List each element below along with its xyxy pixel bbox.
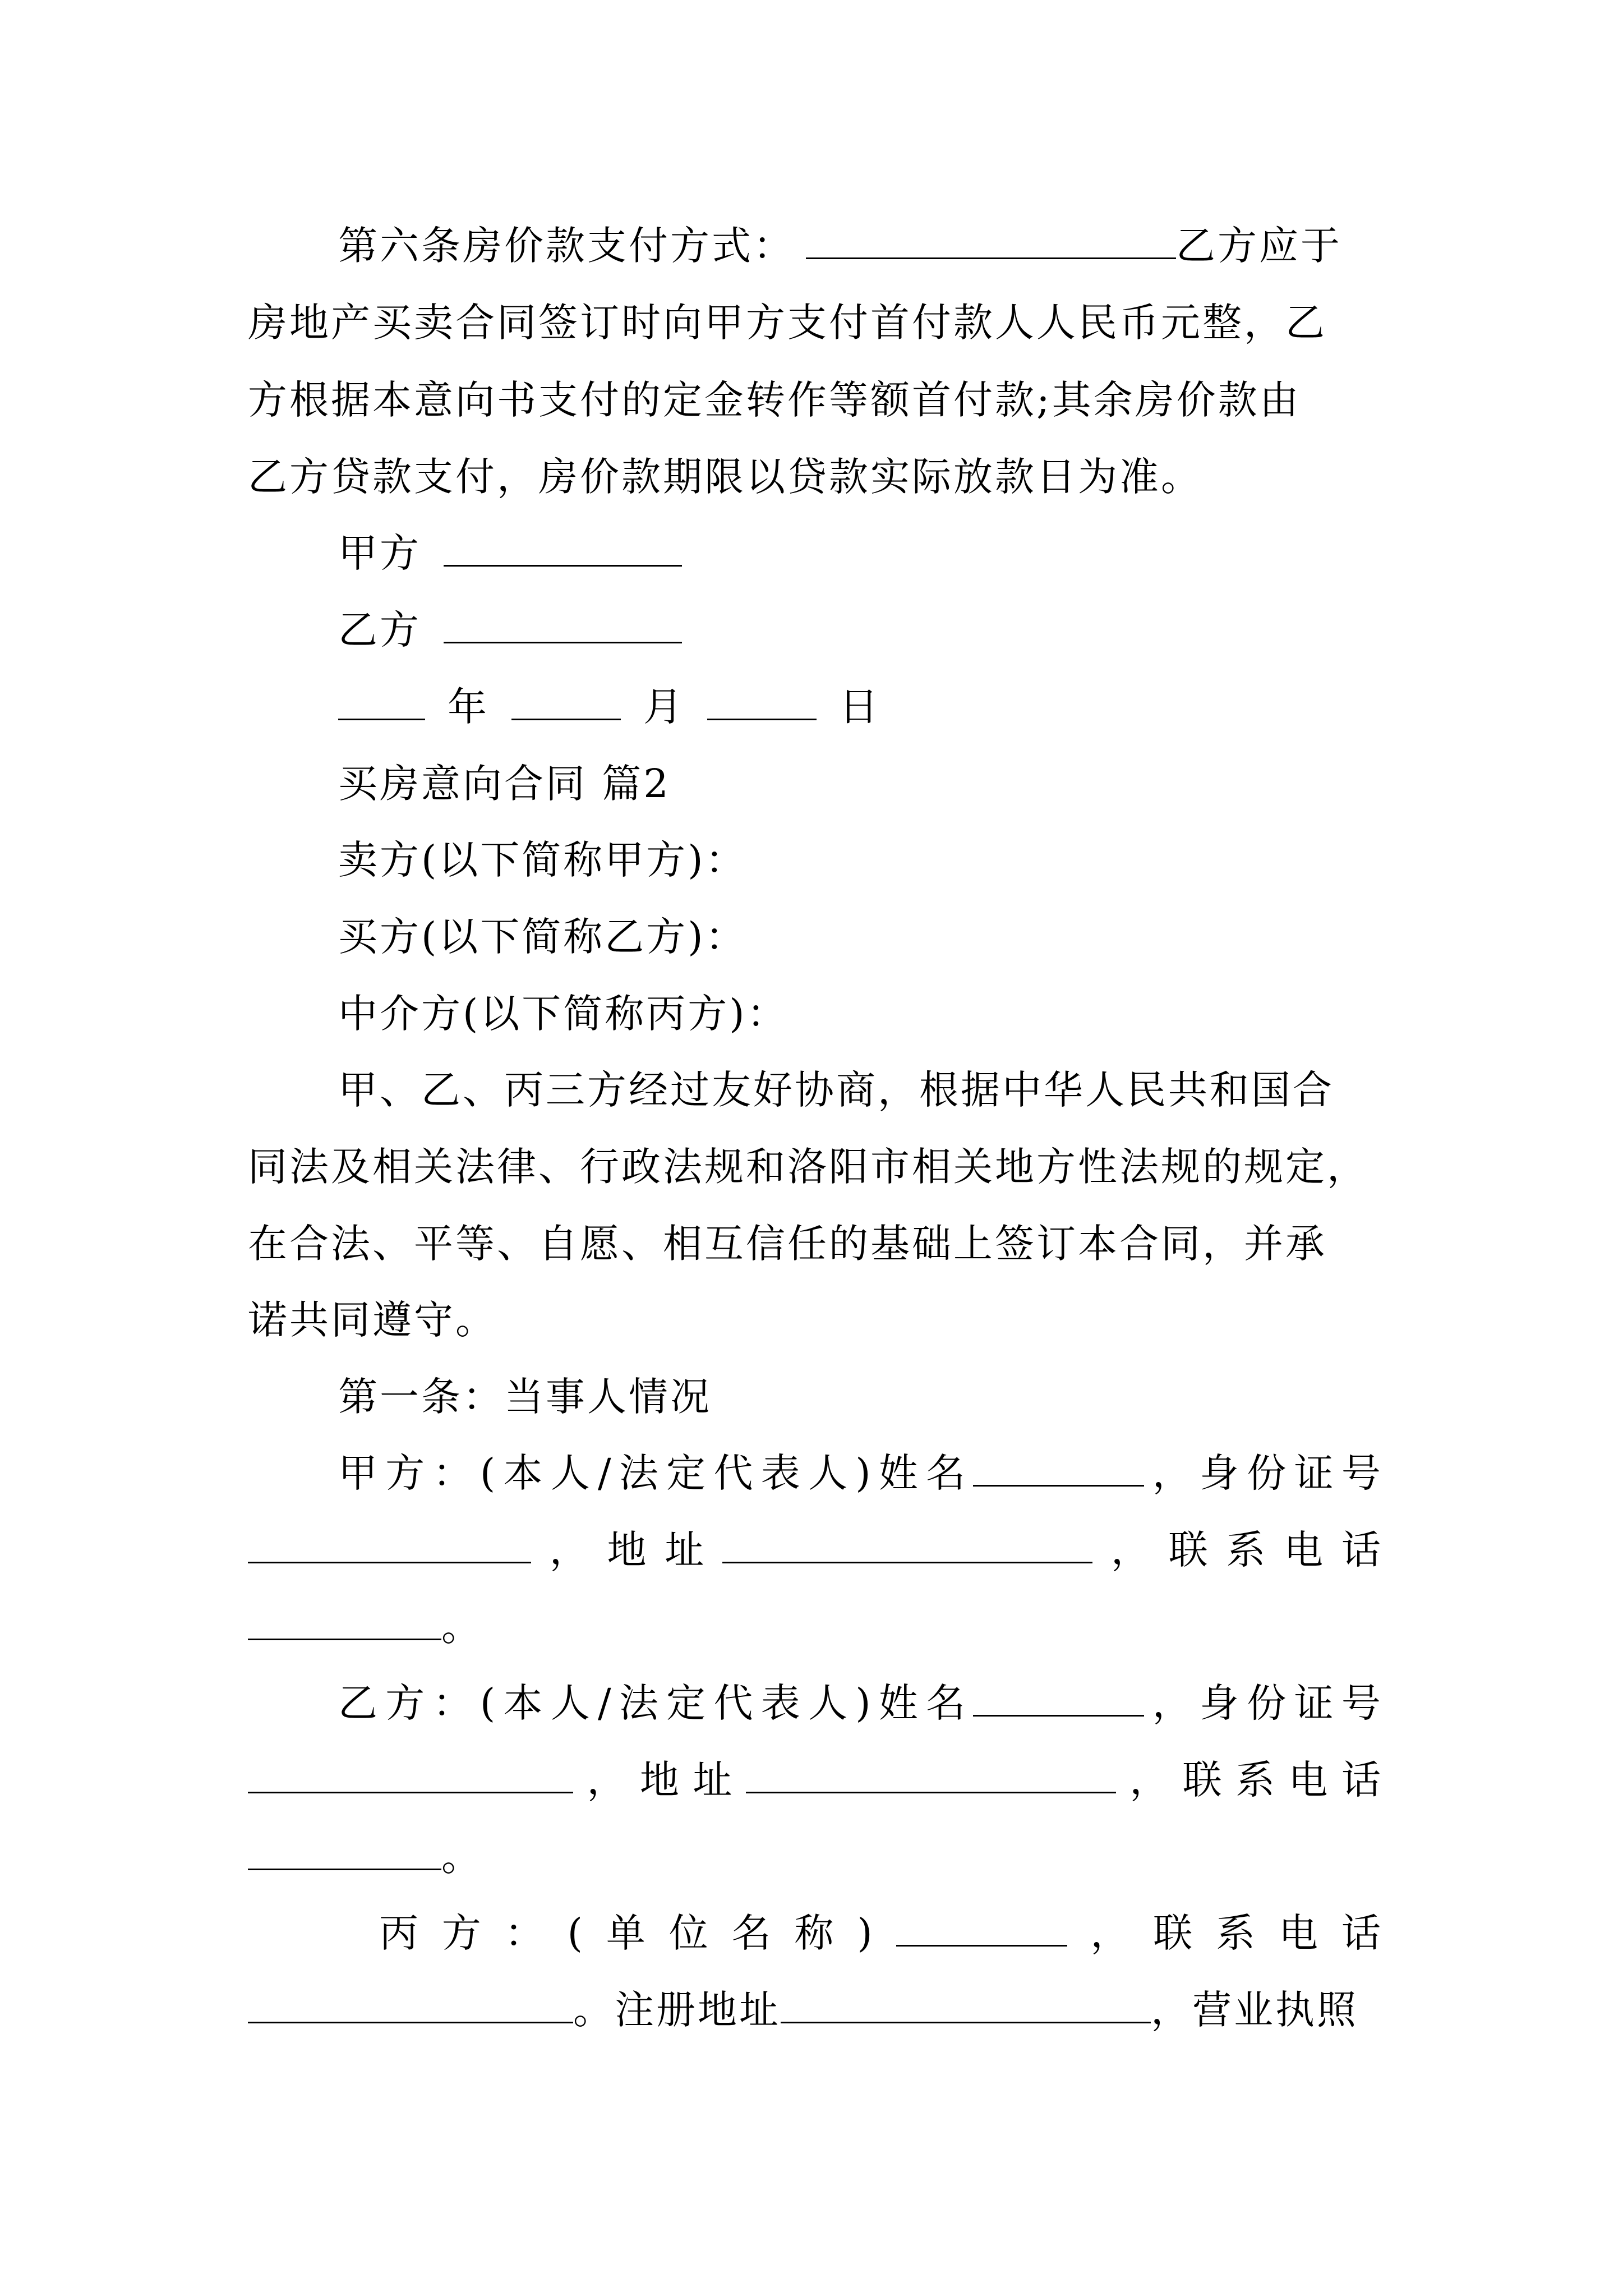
party-a-info-line1 [338,1442,1381,1504]
party-b-c10: 代 [713,1680,753,1726]
party-a-info-line2 [248,1519,1381,1581]
sign-date [338,676,1381,738]
party-b-name-blank [973,1680,1144,1717]
party-a-id-c2: 份 [1247,1450,1287,1496]
party-a-phone-blank [248,1604,441,1640]
month-label: 月 [643,684,685,730]
party-c-c6: 位 [668,1910,708,1956]
party-a-c6: 人 [550,1450,590,1496]
party-c-phone-c3: 电 [1279,1910,1318,1956]
party-a-id-c4: 号 [1341,1450,1381,1496]
party-b-c5: 本 [503,1680,543,1726]
party-b-id-c4: 号 [1341,1680,1381,1726]
party-a-c11: 表 [760,1450,800,1496]
party-b-c2: 方 [385,1680,425,1726]
party-c-info-line1 [379,1902,1381,1964]
sign-party-a [338,522,1381,584]
party-c-mid: 。注册地址 [573,1987,781,2033]
year-blank [338,684,425,720]
intro-line1: 甲、乙、丙三方经过友好协商，根据中华人民共和国合 [338,1067,1334,1113]
party-c-c5: 单 [606,1910,645,1956]
party-c-phone-c4: 话 [1341,1910,1381,1956]
party-a-c14: 姓 [878,1450,918,1496]
party-b-c14: 姓 [878,1680,918,1726]
party-b-c8: 法 [619,1680,658,1726]
party-b-c12: 人 [808,1680,847,1726]
party-a-id-c1: 身 [1200,1450,1239,1496]
sign-party-a-blank [444,530,682,567]
para6-line4: 乙方贷款支付，房价款期限以贷款实际放款日为准。 [248,454,1202,500]
party-a-c3: ： [432,1450,472,1496]
party-b-c15: 名 [926,1680,966,1726]
party-b-comma1: ， [1152,1680,1192,1726]
party-b-id-c3: 证 [1294,1680,1334,1726]
party-b-c4: ( [479,1680,496,1726]
para6-line1-tail: 乙方应于 [1176,223,1342,269]
buyer-line: 买方(以下简称乙方)： [338,914,747,960]
para6-line2: 房地产买卖合同签订时向甲方支付首付款人人民币元整，乙 [248,300,1327,346]
party-b-id-blank [248,1757,573,1793]
party-a-c4: ( [479,1450,496,1496]
party-a-phone-c3: 电 [1284,1527,1324,1573]
party-b-phone-c2: 系 [1235,1757,1275,1803]
party-a-phone-c1: 联 [1168,1527,1208,1573]
party-b-id-c2: 份 [1247,1680,1287,1726]
party-a-c10: 代 [713,1450,753,1496]
party-c-c8: 称 [794,1910,834,1956]
seller-line: 卖方(以下简称甲方)： [338,837,747,883]
agent-line: 中介方(以下简称丙方)： [338,991,789,1037]
party-a-c7: / [598,1450,611,1496]
party-a-phone-c4: 话 [1341,1527,1381,1573]
party-a-addr-c1: 地 [607,1527,647,1573]
party-a-c1: 甲 [338,1450,377,1496]
intro-line4: 诺共同遵守。 [248,1297,497,1343]
section2-title: 买房意向合同 篇2 [338,761,671,807]
party-b-phone-c3: 电 [1288,1757,1328,1803]
sign-party-b [338,599,1381,661]
party-b-c1: 乙 [338,1680,377,1726]
party-c-c9: ) [857,1910,873,1956]
party-b-info-line2 [248,1749,1381,1811]
party-a-phone-c2: 系 [1226,1527,1266,1573]
month-blank [511,684,621,720]
party-c-c3: ： [504,1910,544,1956]
party-a-c9: 定 [666,1450,706,1496]
intro-line3: 在合法、平等、自愿、相互信任的基础上签订本合同，并承 [248,1221,1327,1267]
party-c-phone-c1: 联 [1153,1910,1193,1956]
party-b-info-line3 [248,1826,1381,1888]
party-c-phone-c2: 系 [1216,1910,1256,1956]
party-b-addr-blank [746,1757,1116,1793]
party-a-id-c3: 证 [1294,1450,1334,1496]
party-b-addr-c2: 址 [693,1757,732,1803]
party-a-comma1: ， [1152,1450,1192,1496]
para6-line1 [338,215,1381,277]
party-b-phone-blank [248,1834,441,1870]
party-b-id-c1: 身 [1200,1680,1239,1726]
party-b-c6: 人 [550,1680,590,1726]
party-b-c7: / [598,1680,611,1726]
party-b-end: 。 [441,1834,483,1880]
day-label: 日 [839,684,880,730]
party-b-c13: ) [855,1680,871,1726]
intro-line2: 同法及相关法律、行政法规和洛阳市相关地方性法规的规定， [248,1144,1368,1190]
party-b-c9: 定 [666,1680,706,1726]
party-b-comma3: ， [1129,1757,1169,1803]
sign-party-b-blank [444,607,682,643]
party-a-comma2: ， [549,1527,589,1573]
party-a-c15: 名 [926,1450,966,1496]
party-c-c1: 丙 [379,1910,418,1956]
party-b-c11: 表 [760,1680,800,1726]
party-b-phone-c1: 联 [1182,1757,1222,1803]
party-b-info-line1 [338,1672,1381,1734]
party-b-phone-c4: 话 [1341,1757,1381,1803]
party-b-addr-c1: 地 [639,1757,679,1803]
article1-title: 第一条：当事人情况 [338,1374,712,1420]
party-a-addr-blank [722,1527,1092,1563]
party-c-name-blank [896,1910,1067,1947]
party-a-info-line3 [248,1596,1381,1658]
party-c-tail: ，营业执照 [1151,1987,1358,2033]
party-b-comma2: ， [587,1757,626,1803]
party-a-c13: ) [855,1450,871,1496]
party-a-c8: 法 [619,1450,658,1496]
party-c-c7: 名 [731,1910,771,1956]
party-a-addr-c2: 址 [665,1527,704,1573]
day-blank [707,684,817,720]
payment-method-blank [806,223,1176,259]
party-c-c2: 方 [441,1910,481,1956]
sign-party-a-label: 甲方 [338,530,421,576]
party-b-c3: ： [432,1680,472,1726]
para6-label: 第六条房价款支付方式： [338,223,795,269]
party-c-addr-blank [781,1987,1151,2023]
party-a-end: 。 [441,1604,483,1650]
para6-line3: 方根据本意向书支付的定金转作等额首付款;其余房价款由 [248,377,1301,423]
party-a-name-blank [973,1450,1144,1487]
party-c-phone-blank [248,1987,573,2023]
party-a-c2: 方 [385,1450,425,1496]
party-c-comma1: ， [1090,1910,1130,1956]
party-a-id-blank [248,1527,531,1563]
party-c-info-line2 [248,1979,1381,2041]
sign-party-b-label: 乙方 [338,607,421,653]
party-a-c5: 本 [503,1450,543,1496]
year-label: 年 [448,684,489,730]
party-c-c4: ( [567,1910,583,1956]
party-a-comma3: ， [1110,1527,1150,1573]
party-a-c12: 人 [808,1450,847,1496]
